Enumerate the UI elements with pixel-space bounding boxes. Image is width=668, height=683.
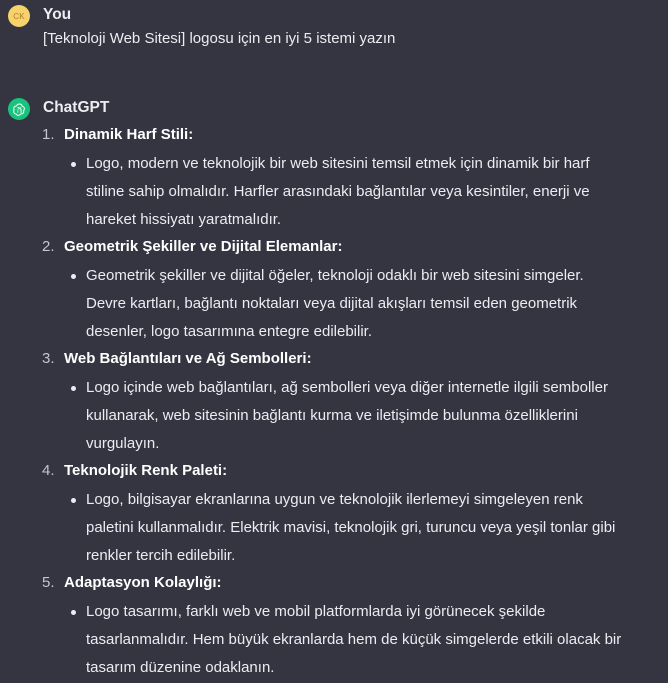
answer-item-heading [0, 458, 668, 486]
answer-item-text-line: renkler tercih edilebilir. [86, 547, 236, 564]
assistant-answer-list [0, 122, 668, 682]
answer-item-text-line: hareket hissiyatı yaratmalıdır. [86, 211, 282, 228]
answer-item-text-line: vurgulayın. [86, 435, 160, 452]
bullet-dot-icon [71, 274, 76, 279]
answer-item [0, 570, 668, 682]
answer-item-text-line: tasarlanmalıdır. Hem büyük ekranlarda hem de küçük simgelerde etkili olacak bir [86, 631, 622, 648]
answer-item-number: 1. [42, 126, 55, 143]
bullet-dot-icon [71, 386, 76, 391]
answer-item-text-line: Logo içinde web bağlantıları, ağ sembolleri veya diğer internetle ilgili semboller [86, 379, 608, 396]
answer-item [0, 234, 668, 346]
answer-item-number: 3. [42, 350, 55, 367]
answer-item-body [86, 262, 660, 346]
openai-logo-icon [8, 98, 30, 120]
user-author-name: You [43, 6, 72, 23]
answer-item-body [86, 598, 660, 682]
answer-item-text-line: stiline sahip olmalıdır. Harfler arasındaki bağlantılar veya kesintiler, enerji ve [86, 183, 590, 200]
answer-item-body [86, 374, 660, 458]
answer-item-text-line: paletini kullanmalıdır. Elektrik mavisi, teknolojik gri, turuncu veya yeşil tonlar gibi [86, 519, 616, 536]
answer-item-text-line: tasarım düzenine odaklanın. [86, 659, 275, 676]
answer-item-text-line: kullanarak, web sitesinin bağlantı kurma ve iletişimde bulunma özelliklerini [86, 407, 578, 424]
answer-item-title: Dinamik Harf Stili: [64, 126, 194, 143]
answer-item [0, 346, 668, 458]
answer-item-number: 4. [42, 462, 55, 479]
bullet-dot-icon [71, 498, 76, 503]
answer-item-title: Web Bağlantıları ve Ağ Sembolleri: [64, 350, 312, 367]
answer-item [0, 122, 668, 234]
answer-item-heading [0, 346, 668, 374]
bullet-dot-icon [71, 610, 76, 615]
answer-item-title: Geometrik Şekiller ve Dijital Elemanlar: [64, 238, 343, 255]
answer-item-heading [0, 122, 668, 150]
answer-item-title: Teknolojik Renk Paleti: [64, 462, 228, 479]
answer-item-heading [0, 234, 668, 262]
answer-item [0, 458, 668, 570]
answer-item-body [86, 150, 660, 234]
answer-item-title: Adaptasyon Kolaylığı: [64, 574, 222, 591]
answer-item-text-line: Geometrik şekiller ve dijital öğeler, teknoloji odaklı bir web sitesini simgeler. [86, 267, 584, 284]
bullet-dot-icon [71, 162, 76, 167]
user-message-text: [Teknoloji Web Sitesi] logosu için en iyi 5 istemi yazın [43, 30, 396, 47]
answer-item-number: 2. [42, 238, 55, 255]
answer-item-text-line: Devre kartları, bağlantı noktaları veya dijital akışları temsil eden geometrik [86, 295, 578, 312]
answer-item-heading [0, 570, 668, 598]
assistant-author-name: ChatGPT [43, 99, 110, 116]
answer-item-text-line: desenler, logo tasarımına entegre edilebilir. [86, 323, 373, 340]
answer-item-number: 5. [42, 574, 55, 591]
user-avatar: CK [8, 5, 30, 27]
answer-item-text-line: Logo, bilgisayar ekranlarına uygun ve teknolojik ilerlemeyi simgeleyen renk [86, 491, 583, 508]
answer-item-text-line: Logo tasarımı, farklı web ve mobil platformlarda iyi görünecek şekilde [86, 603, 546, 620]
answer-item-body [86, 486, 660, 570]
answer-item-text-line: Logo, modern ve teknolojik bir web sitesini temsil etmek için dinamik bir harf [86, 155, 590, 172]
